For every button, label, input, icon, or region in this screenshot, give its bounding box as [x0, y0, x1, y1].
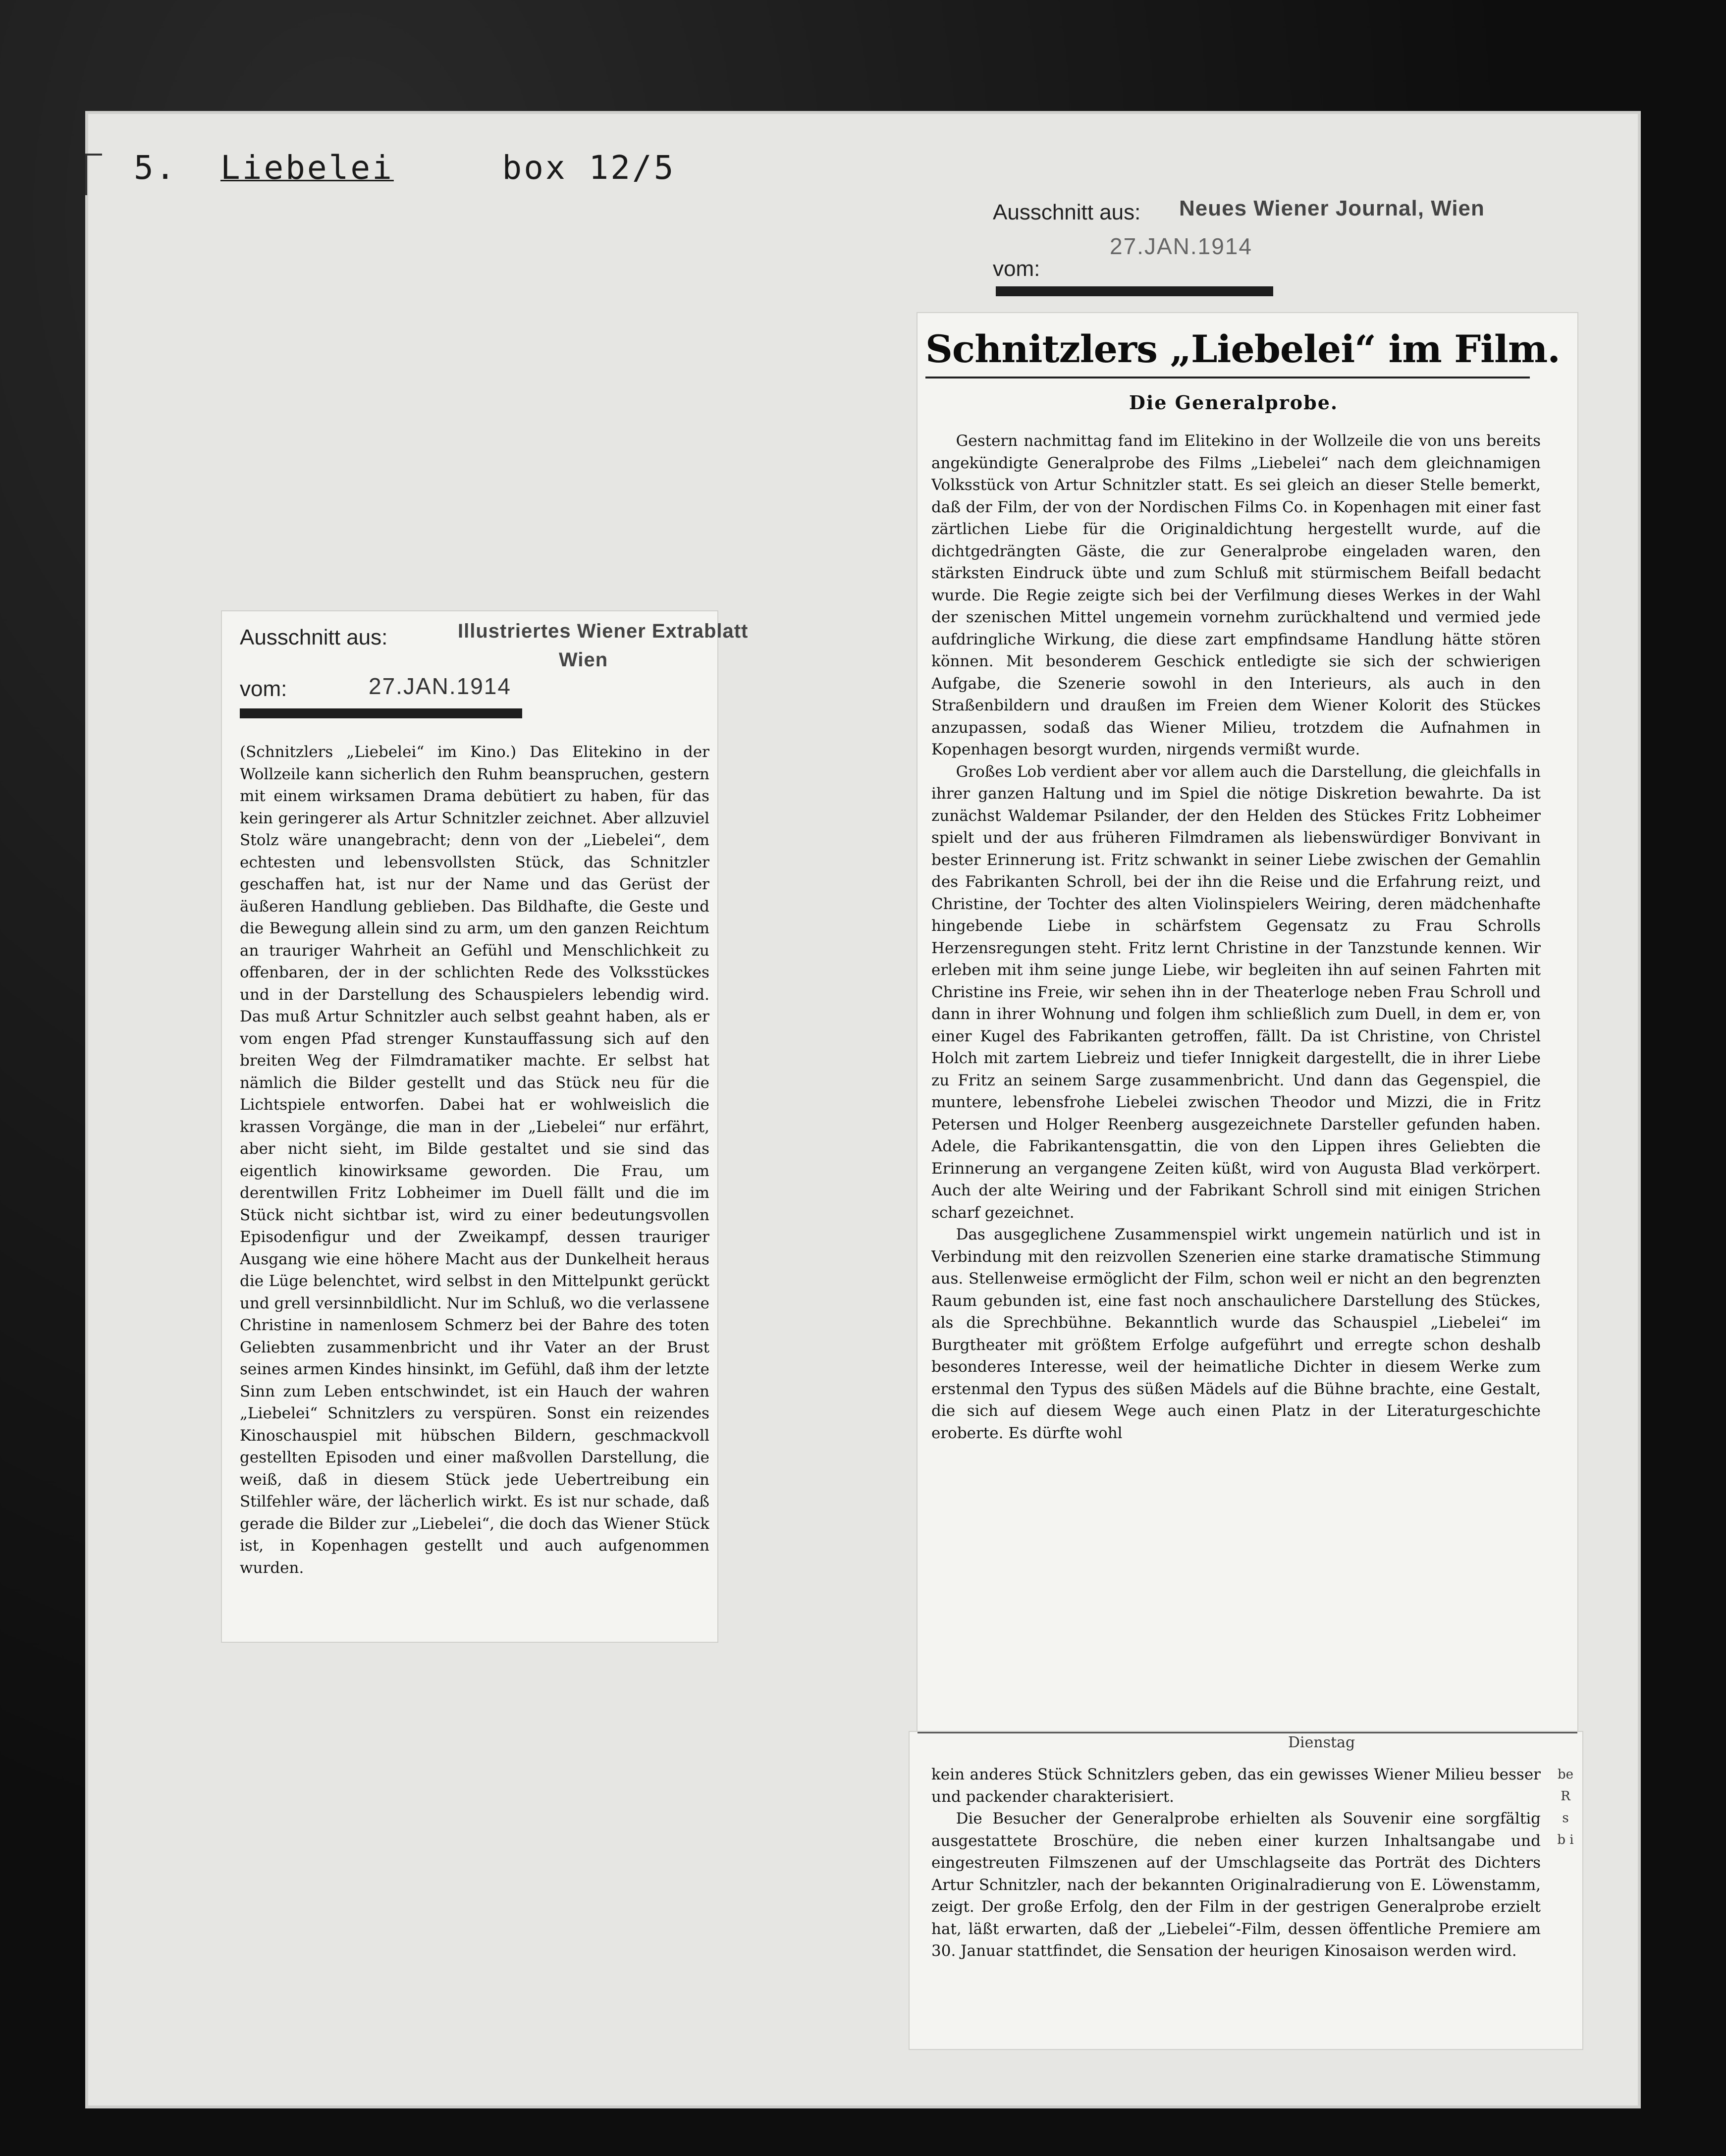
article-headline: Schnitzlers „Liebelei“ im Film.: [925, 327, 1530, 378]
clipping-left-source-name: Illustriertes Wiener Extrablatt: [458, 620, 749, 642]
article-paragraph: Großes Lob verdient aber vor allem auch die Darstellung, die gleichfalls in ihrer ganzen Haltung und im Spiel die nötige Diskretion bewahrte. Da ist zunächst Waldemar Psilander, der den Helden des Stückes Fritz Lobheimer spielt und der aus früheren Filmdramen als liebenswürdiger Bonvivant in bester Erinnerung ist. Fritz schwankt in seiner Liebe zwischen der Gemahlin des Fabrikanten Schroll, bei der ihn die Reise und die Erfahrung reizt, und Christine, der Tochter des alten Violinspielers Weiring, deren mädchenhafte hingebende Liebe in schärfstem Gegensatz zu Frau Schrolls Herzensregungen steht. Fritz lernt Christine in der Tanzstunde kennen. Wir erleben mit ihm seine junge Liebe, wir begleiten ihn auf seinen Fahrten mit Christine ins Freie, wir sehen ihn in der Theaterloge neben Frau Schroll und dann in ihrer Wohnung und folgen ihm schließlich zum Duell, in dem er, von einer Kugel des Fabrikanten getroffen, fällt. Da ist Christine, von Christel Holch mit zartem Liebreiz und tiefer Innigkeit dargestellt, die in ihrer Liebe zu Fritz an seinem Sarge zusammenbricht. Und dann das Gegenspiel, die muntere, lebensfrohe Liebelei zwischen Theodor und Mizzi, die in Fritz Petersen und Holger Reenberg ausgezeichnete Darsteller gefunden haben. Adele, die Fabrikantensgattin, die von den Lippen ihres Geliebten die Erinnerung an vergangene Zeiten küßt, wird von Augusta Blad verkörpert. Auch der alte Weiring und der Fabrikant Schroll sind mit einigen Strichen scharf gezeichnet.: [931, 762, 1541, 1222]
margin-fragment: be R s b i: [1557, 1767, 1574, 1847]
header-box: box 12/5: [502, 149, 676, 187]
clipping-left-source-label: Ausschnitt aus:: [240, 625, 388, 649]
clipping-right-continuation-text: [931, 1764, 1541, 2041]
clipping-right-source-label: Ausschnitt aus:: [993, 200, 1141, 224]
clipping-right-date-stamp: 27.JAN.1914: [1110, 233, 1252, 259]
clipping-left-date-stamp: 27.JAN.1914: [369, 673, 511, 699]
continuation-paragraph: Die Besucher der Generalprobe erhielten als Souvenir eine sorgfältig ausgestattete Broschüre, die neben einer kurzen Inhaltsangabe und eingestreuten Filmszenen auf der Umschlagseite das Porträt des Dichters Artur Schnitzler, nach der bekannten Originalradierung von E. Löwenstamm, zeigt. Der große Erfolg, den der Film in der gestrigen Generalprobe erzielt hat, läßt erwarten, daß der „Liebelei“-Film, dessen öffentliche Premiere am 30. Januar stattfindet, die Sensation der heurigen Kinosaison werden wird.: [931, 1810, 1541, 1960]
cut-line: [917, 1732, 1577, 1733]
clipping-left-rule: [240, 708, 522, 718]
clipping-right-date-label: vom:: [993, 257, 1040, 281]
clipping-left-date-label: vom:: [240, 677, 287, 701]
article-paragraph: Gestern nachmittag fand im Elitekino in der Wollzeile die von uns bereits angekündigte Generalprobe des Films „Liebelei“ nach dem gleichnamigen Volksstück von Artur Schnitzler statt. Es sei gleich an dieser Stelle bemerkt, daß der Film, der von der Nordischen Films Co. in Kopenhagen mit einer fast zärtlichen Liebe für die Originaldichtung hergestellt wurde, auf die dichtgedrängten Gäste, die zur Generalprobe eingeladen waren, den stärksten Eindruck übte und zum Schluß mit stürmischem Beifall bedacht wurde. Die Regie zeigte sich bei der Verfilmung dieses Werkes in der Wahl der szenischen Mittel ungemein vornehm zurückhaltend und vermied jede aufdringliche Wirkung, die diese zart empfindsame Handlung hätte stören können. Mit besonderem Geschick entledigte sie sich der schwierigen Aufgabe, die Szenerie sowohl in den Interieurs, als auch in den Straßenbildern und draußen im Freien dem Wiener Kolorit des Stückes anzupassen, sodaß das Wiener Milieu, trotzdem die Aufnahmen in Kopenhagen besorgt wurden, nirgends vermißt wurde.: [931, 432, 1541, 758]
clipping-right-rule: [996, 286, 1273, 296]
clipping-left-text: [240, 741, 709, 1633]
continuation-paragraph: kein anderes Stück Schnitzlers geben, das ein gewisses Wiener Milieu besser und packender charakterisiert.: [931, 1766, 1541, 1806]
header-title: Liebelei: [220, 149, 394, 187]
clipping-left-paragraph: (Schnitzlers „Liebelei“ im Kino.) Das Elitekino in der Wollzeile kann sicherlich den Ruhm beanspruchen, gestern mit einem wirksamen Drama debütiert zu haben, für das kein geringerer als Artur Schnitzler zeichnet. Aber allzuviel Stolz wäre unangebracht; denn von der „Liebelei“, dem echtesten und lebensvollsten Stück, das Schnitzler geschaffen hat, ist nur der Name und das Gerüst der äußeren Handlung geblieben. Das Bildhafte, die Geste und die Bewegung allein sind zu arm, um den ganzen Reichtum an trauriger Wahrheit an Gefühl und Menschlichkeit zu offenbaren, der in der schlichten Rede des Volksstückes und in der Darstellung des Schauspielers lebendig wird. Das muß Artur Schnitzler auch selbst geahnt haben, als er vom engen Pfad strenger Kunstauffassung sich auf den breiten Weg der Filmdramatiker machte. Er selbst hat nämlich die Bilder gestellt und das Stück neu für die Lichtspiele entworfen. Dabei hat er wohlweislich die krassen Vorgänge, die man in der „Liebelei“ nur erfährt, aber nicht sieht, im Bilde gestaltet und sie sind das eigentlich kinowirksame geworden. Die Frau, um derentwillen Fritz Lobheimer im Duell fällt und die im Stück nicht sichtbar ist, wird zu einer bedeutungsvollen Episodenfigur und der Zweikampf, dessen trauriger Ausgang wie eine höhere Macht aus der Dunkelheit heraus die Lüge belenchtet, wird selbst in den Mittelpunkt gerückt und grell versinnbildlicht. Nur im Schluß, wo die verlassene Christine in namenlosem Schmerz bei der Bahre des toten Geliebten zusammenbricht und ihr Vater an der Brust seines armen Kindes hinsinkt, im Gefühl, daß ihm der letzte Sinn zum Leben entschwindet, ist ein Hauch der wahren „Liebelei“ Schnitzlers zu verspüren. Sonst ein reizendes Kinoschauspiel mit hübschen Bildern, geschmackvoll gestellten Episoden und einer maßvollen Darstellung, die weiß, daß in diesem Stück jede Uebertreibung ein Stilfehler wäre, der lächerlich wirkt. Es ist nur schade, daß gerade die Bilder zur „Liebelei“, die doch das Wiener Stück ist, in Kopenhagen gestellt und auch aufgenommen wurden.: [240, 743, 709, 1577]
article-subheadline: Die Generalprobe.: [1129, 391, 1339, 414]
clipping-right-source-name: Neues Wiener Journal, Wien: [1179, 196, 1485, 220]
continuation-fragment: Dienstag: [1288, 1734, 1355, 1751]
clipping-left-source-city: Wien: [559, 649, 608, 671]
article-paragraph: Das ausgeglichene Zusammenspiel wirkt ungemein natürlich und ist in Verbindung mit den reizvollen Szenerien eine starke dramatische Stimmung aus. Stellenweise ermöglicht der Film, schon weil er nicht an den begrenzten Raum gebunden ist, eine fast noch anschaulichere Darstellung des Stückes, als die Sprechbühne. Bekanntlich wurde das Schauspiel „Liebelei“ im Burgtheater mit größtem Erfolge aufgeführt und erregte schon deshalb besonderes Interesse, weil der heimatliche Dichter in diesem Werke zum erstenmal den Typus des süßen Mädels auf die Bühne brachte, eine Gestalt, die sich auf diesem Wege auch einen Platz in der Literaturgeschichte eroberte. Es dürfte wohl: [931, 1226, 1541, 1442]
header-number: 5.: [134, 149, 177, 187]
archive-header: [134, 149, 675, 193]
corner-mark: [85, 154, 102, 195]
clipping-right-text: [931, 430, 1541, 1718]
